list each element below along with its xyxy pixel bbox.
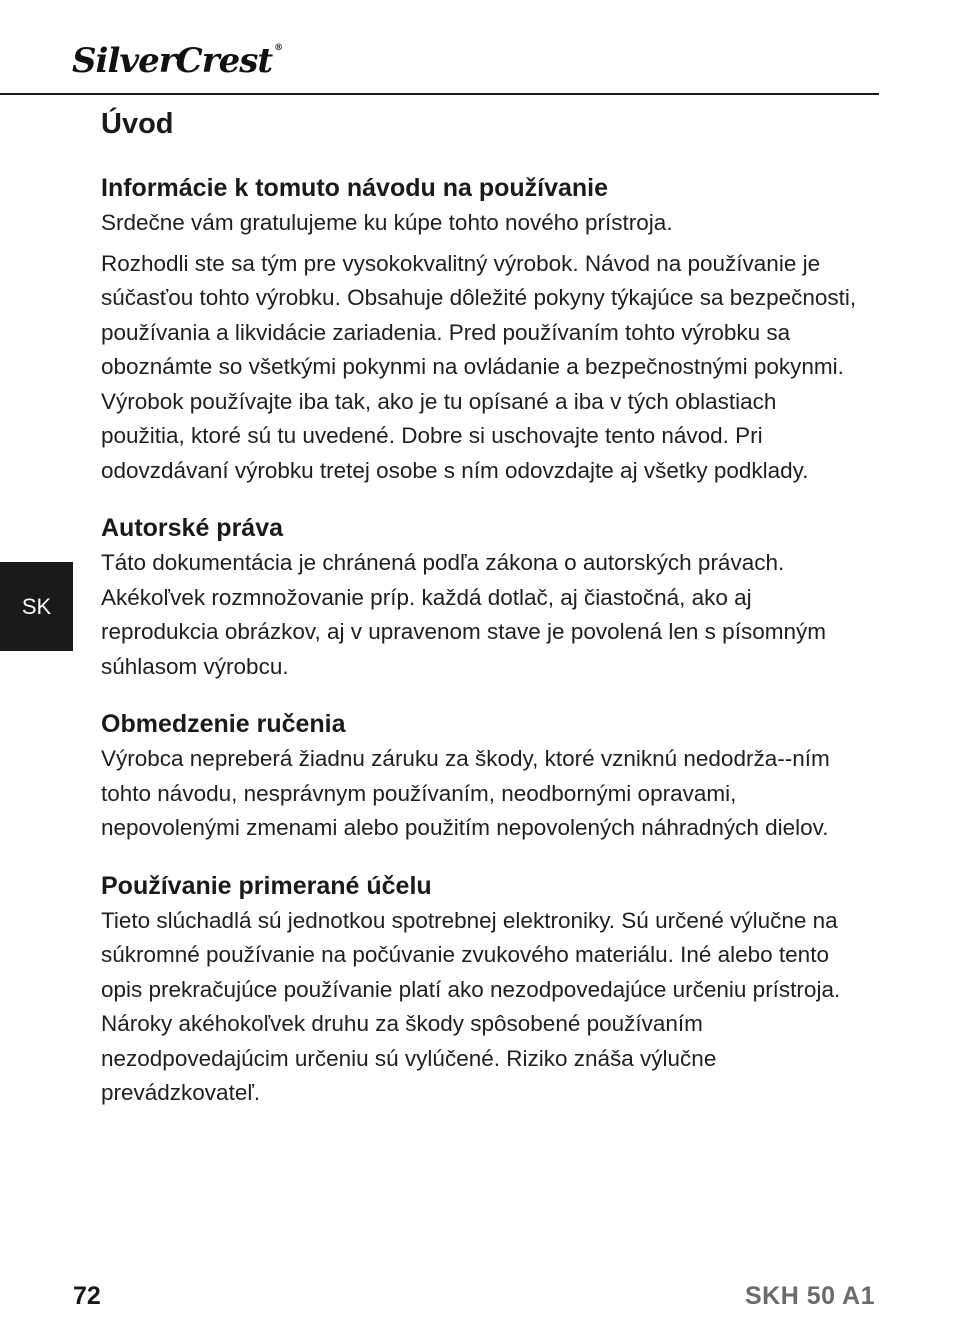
section-copyright (101, 510, 861, 684)
silvercrest-logo (72, 41, 283, 81)
page-number: 72 (73, 1282, 101, 1310)
section-paragraph: Rozhodli ste sa tým pre vysokokvalitný výrobok. Návod na používanie je súčasťou tohto výrobku. Obsahuje dôležité pokyny týkajúce sa bezpečnosti, používania a likvidácie zariadenia. Pred používaním tohto výrobku sa oboznámte so všetkými pokynmi na ovládanie a bezpečnostnými pokynmi. Výrobok používajte iba tak, ako je tu opísané a iba v tých oblastiach použitia, ktoré sú tu uvedené. Dobre si uschovajte tento návod. Pri odovzdávaní výrobku tretej osobe s ním odovzdajte aj všetky podklady. (101, 250, 857, 483)
section-manual-info (101, 170, 861, 488)
section-heading: Informácie k tomuto návodu na používanie (101, 174, 609, 202)
language-tab-label: SK (21, 593, 52, 619)
section-paragraph: Táto dokumentácia je chránená podľa zákona o autorských právach. Akékoľvek rozmnožovanie príp. každá dotlač, aj čiastočná, ako aj reprodukcia obrázkov, aj v upravenom stave je povolená len s písomným súhlasom výrobcu. (101, 550, 826, 679)
header-divider (0, 93, 879, 95)
section-heading: Používanie primerané účelu (101, 871, 432, 900)
section-liability (101, 706, 861, 846)
section-paragraph: Srdečne vám gratulujeme ku kúpe tohto nového prístroja. (101, 210, 673, 235)
model-number: SKH 50 A1 (744, 1282, 875, 1310)
main-content (101, 104, 861, 1133)
section-heading: Obmedzenie ručenia (101, 710, 346, 738)
logo-text: SilverCrest (72, 41, 273, 81)
section-paragraph: Výrobca nepreberá žiadnu záruku za škody, ktoré vzniknú nedodrža--ním tohto návodu, nesprávnym používaním, neodbornými opravami, nepovolenými zmenami alebo použitím nepovolených náhradných dielov. (101, 746, 830, 840)
section-paragraph: Tieto slúchadlá sú jednotkou spotrebnej elektroniky. Sú určené výlučne na súkromné používanie na počúvanie zvukového materiálu. Iné alebo tento opis prekračujúce používanie platí ako nezodpovedajúce určeniu prístroja. Nároky akéhokoľvek druhu za škody spôsobené používaním nezodpovedajúcim určeniu sú vylúčené. Riziko znáša výlučne prevádzkovateľ. (101, 907, 841, 1105)
registered-mark: ® (274, 43, 283, 53)
section-intended-use (101, 868, 861, 1111)
section-heading: Autorské práva (101, 514, 284, 542)
page-title: Úvod (101, 108, 174, 140)
language-tab (0, 562, 73, 651)
